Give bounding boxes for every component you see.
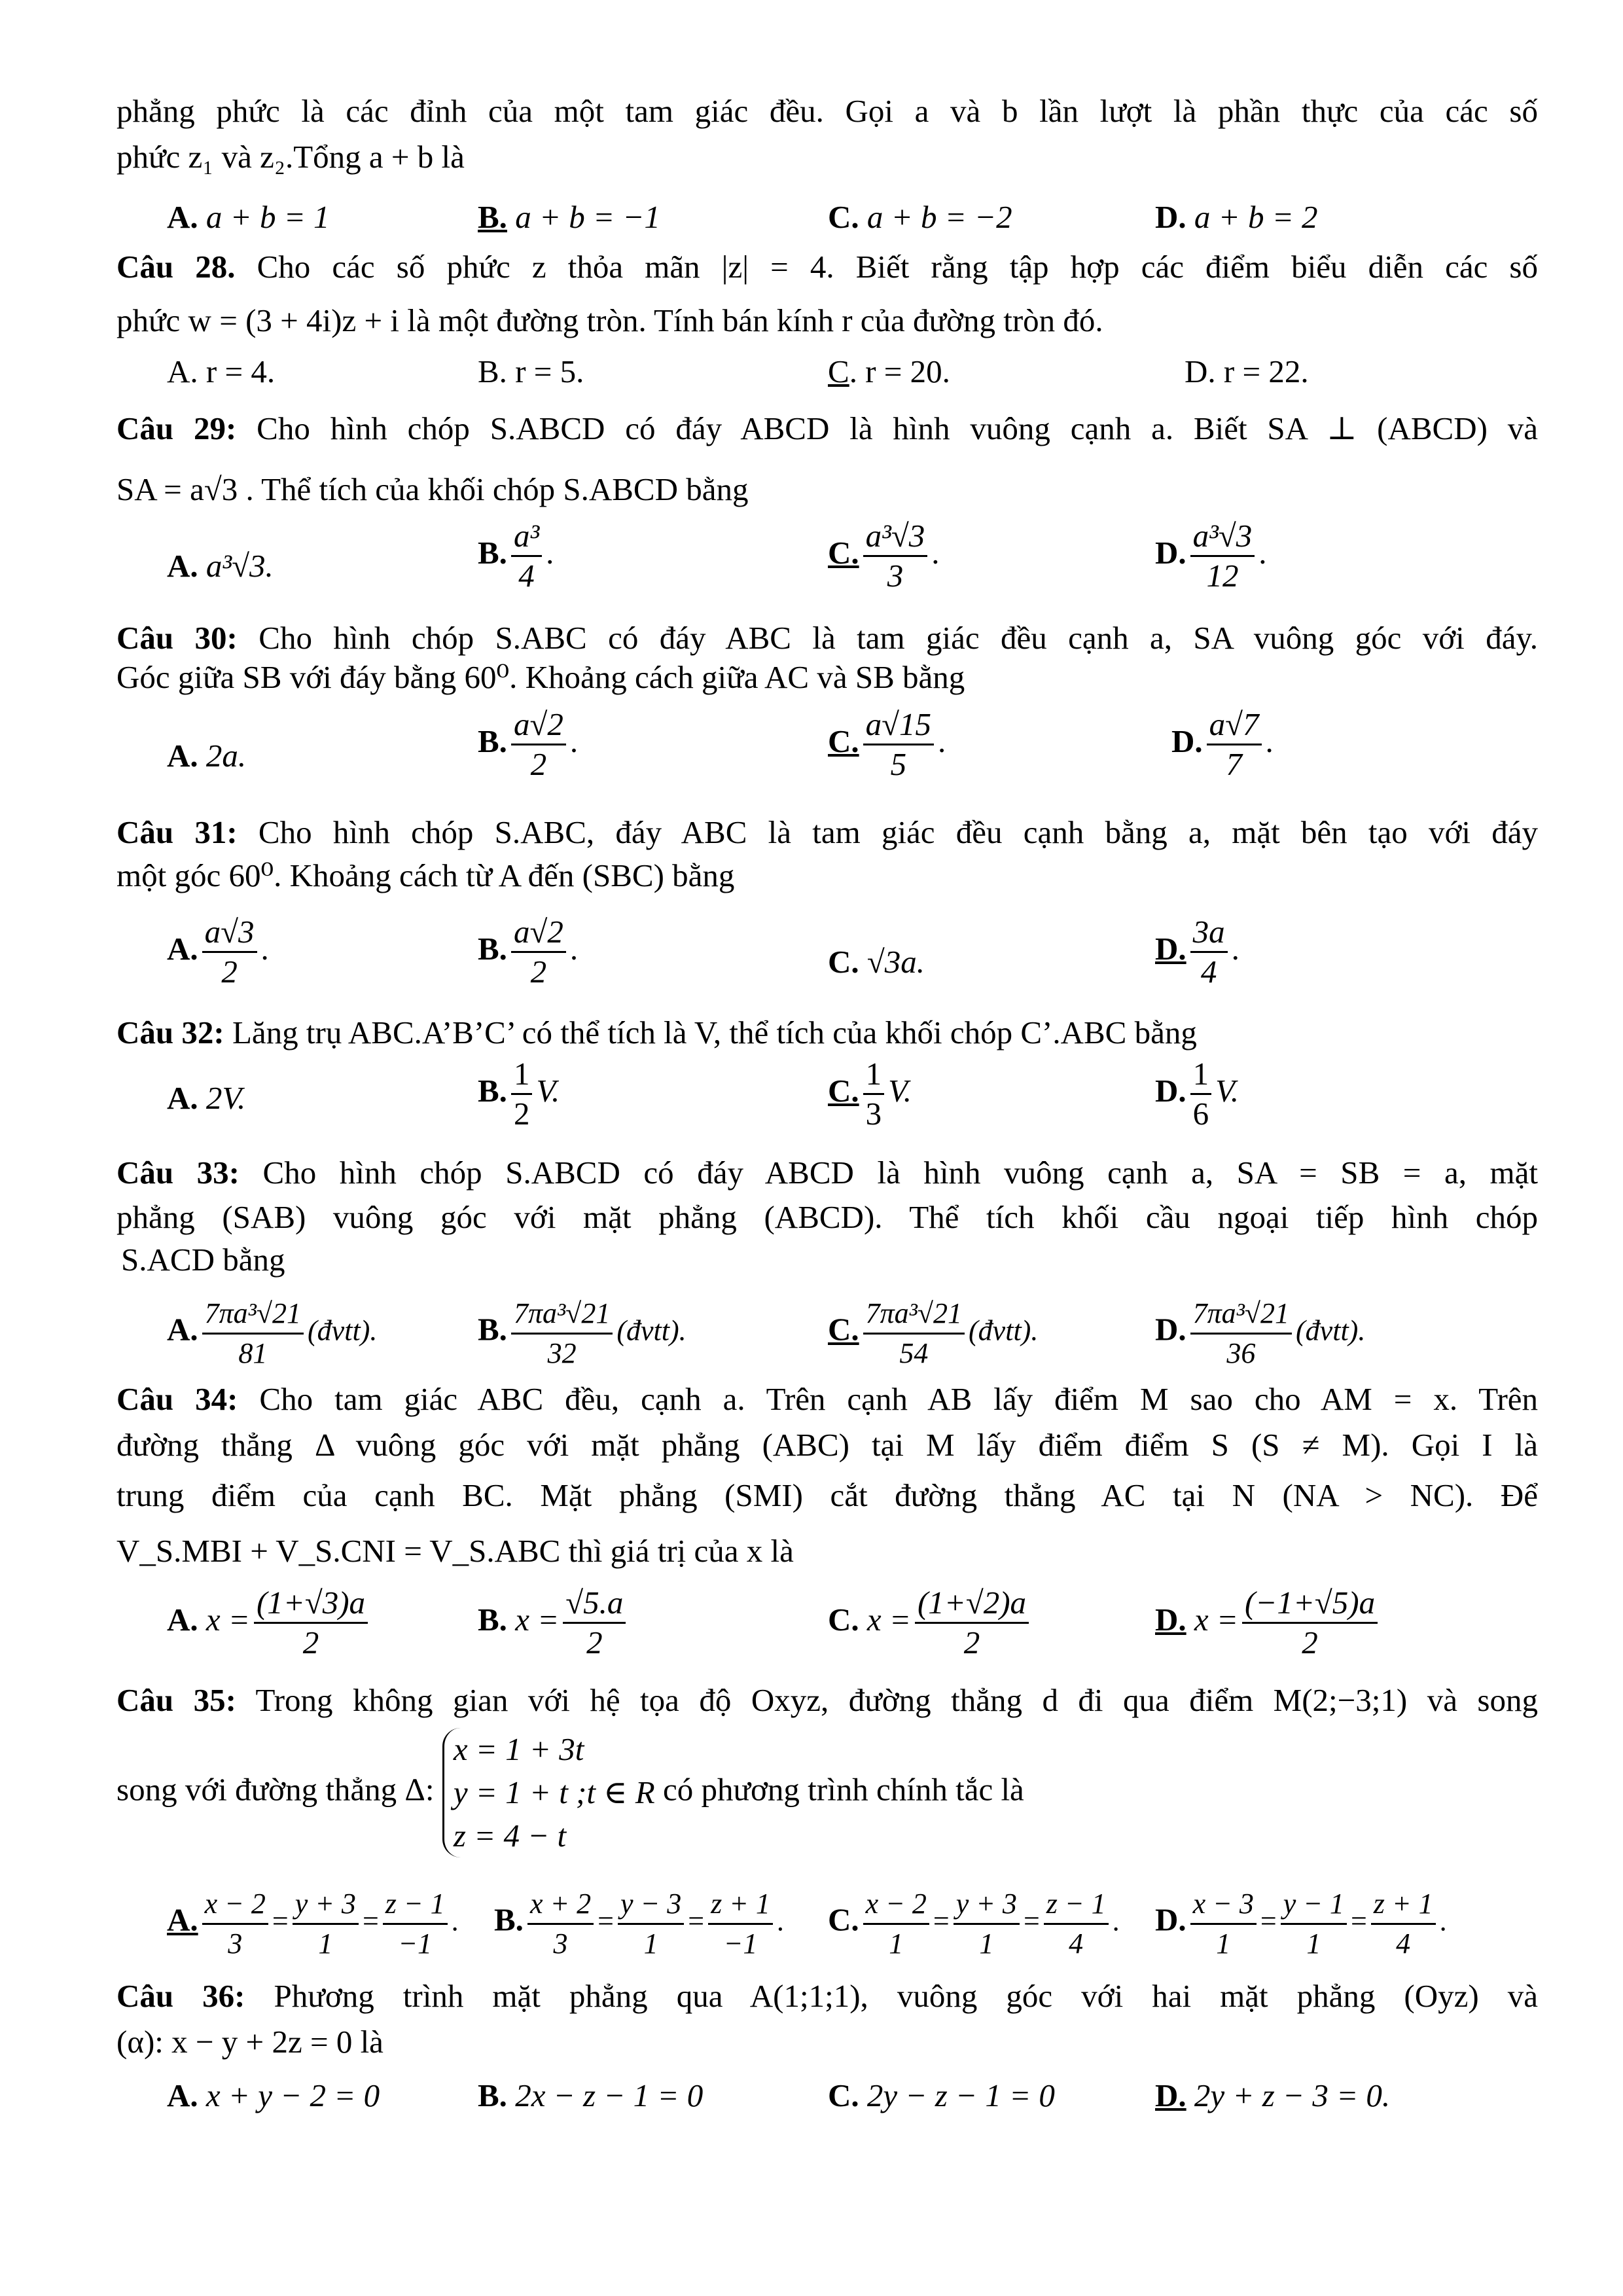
q34-option-b: B. x = $\frac{√5.a}{2}$ — [478, 1584, 630, 1662]
q35-option-c: C. $\frac{x - 2}{1}$ = $\frac{y + 3}{1}$ = $\frac{z - 1}{4}$ . — [828, 1885, 1120, 1963]
q35-option-d: D. $\frac{x - 3}{1}$ = $\frac{y - 1}{1}$ = $\frac{z + 1}{4}$ . — [1155, 1885, 1447, 1963]
q27-option-d: D. a + b = 2 — [1155, 199, 1318, 235]
q27-option-b: B. a + b = −1 — [478, 199, 660, 235]
q31-option-b: B. $\frac{a√2}{2}$ . — [478, 914, 579, 990]
q28-line2: phức w = (3 + 4i)z + i là một đường tròn. Tính bán kính r của đường tròn đó. — [116, 302, 1103, 338]
q28-option-a: A. r = 4. — [167, 353, 276, 389]
q33-line3: S.ACD bằng — [121, 1242, 285, 1278]
q33-option-a: A. $\frac{\text{7πa³√21}}{81}$ (đvtt). — [167, 1295, 377, 1372]
q33-line2: phẳng (SAB) vuông góc với mặt phẳng (ABCD). Thể tích khối cầu ngoại tiếp hình chóp — [116, 1199, 1538, 1235]
q31-option-c: C. √3a. — [828, 944, 925, 980]
q29-option-c: C. $\frac{\text{a³√3}}{3}$ . — [828, 518, 940, 594]
q34-line1: Câu 34: Cho tam giác ABC đều, cạnh a. Trên cạnh AB lấy điểm M sao cho AM = x. Trên — [116, 1381, 1539, 1417]
q32-option-b: B. $\frac{1}{2}$ V. — [478, 1056, 560, 1132]
q36-option-b: B. 2x − z − 1 = 0 — [478, 2077, 704, 2113]
q29-option-d: D. $\frac{\text{a³√3}}{12}$ . — [1155, 518, 1267, 594]
q36-option-c: C. 2y − z − 1 = 0 — [828, 2077, 1055, 2113]
q28-option-b: B. r = 5. — [478, 353, 584, 389]
q34-line2: đường thẳng Δ vuông góc với mặt phẳng (ABC) tại M lấy điểm điểm S (S ≠ M). Gọi I là — [116, 1427, 1538, 1463]
question-number: Câu 34: — [116, 1381, 238, 1417]
q35-option-a: A. $\frac{x - 2}{3}$ = $\frac{y + 3}{1}$ = $\frac{z - 1}{-1}$ . — [167, 1885, 459, 1963]
q28-option-d: D. r = 22. — [1185, 353, 1309, 389]
q32-option-a: A. 2V. — [167, 1080, 246, 1116]
question-number: Câu 33: — [116, 1155, 240, 1191]
q36-line2: (α): x − y + 2z = 0 là — [116, 2024, 383, 2060]
q29-option-b: B. $\frac{\text{a³}}{4}$ . — [478, 518, 554, 594]
question-number: Câu 29: — [116, 410, 237, 446]
q33-line1: Câu 33: Cho hình chóp S.ABCD có đáy ABCD là hình vuông cạnh a, SA = SB = a, mặt — [116, 1155, 1538, 1191]
q34-line4: V_S.MBI + V_S.CNI = V_S.ABC thì giá trị của x là — [116, 1533, 794, 1569]
q36-line1: Câu 36: Phương trình mặt phẳng qua A(1;1;1), vuông góc với hai mặt phẳng (Oyz) và — [116, 1978, 1538, 2014]
question-number: Câu 30: — [116, 620, 238, 656]
equation-system: x = 1 + 3t y = 1 + t ;t ∈ R z = 4 − t — [442, 1728, 655, 1857]
q32-option-c: C. $\frac{1}{3}$ V. — [828, 1056, 912, 1132]
q27-line2: phức z₁ và z₂.Tổng a + b là — [116, 139, 465, 175]
q27-line1: phẳng phức là các đỉnh của một tam giác đều. Gọi a và b lần lượt là phần thực của các số — [116, 93, 1538, 129]
q34-option-c: C. x = $\frac{(1+√2)a}{2}$ — [828, 1584, 1033, 1662]
q28-option-c: C. r = 20. — [828, 353, 950, 389]
q30-line1: Câu 30: Cho hình chóp S.ABC có đáy ABC là tam giác đều cạnh a, SA vuông góc với đáy. — [116, 620, 1539, 656]
q31-option-a: A. $\frac{a√3}{2}$ . — [167, 914, 269, 990]
q29-option-a: A. a³√3. — [167, 548, 274, 584]
q29-line2: SA = a√3 . Thể tích của khối chóp S.ABCD bằng — [116, 471, 749, 507]
q30-option-b: B. $\frac{a√2}{2}$ . — [478, 706, 579, 782]
question-number: Câu 28. — [116, 249, 236, 285]
q33-option-c: C. $\frac{\text{7πa³√21}}{54}$ (đvtt). — [828, 1295, 1038, 1372]
question-number: Câu 32: — [116, 1014, 224, 1050]
question-number: Câu 35: — [116, 1682, 236, 1718]
q36-option-d: D. 2y + z − 3 = 0. — [1155, 2077, 1391, 2113]
q32-option-d: D. $\frac{1}{6}$ V. — [1155, 1056, 1240, 1132]
q28-line1: Câu 28. Cho các số phức z thỏa mãn |z| = 4. Biết rằng tập hợp các điểm biểu diễn các số — [116, 249, 1539, 285]
q36-option-a: A. x + y − 2 = 0 — [167, 2077, 380, 2113]
q33-option-b: B. $\frac{\text{7πa³√21}}{32}$ (đvtt). — [478, 1295, 687, 1372]
q31-line2: một góc 60⁰. Khoảng cách từ A đến (SBC) bằng — [116, 857, 735, 893]
q34-option-a: A. x = $\frac{(1+√3)a}{2}$ — [167, 1584, 372, 1662]
q35-line1: Câu 35: Trong không gian với hệ tọa độ Oxyz, đường thẳng d đi qua điểm M(2;−3;1) và song — [116, 1682, 1538, 1718]
question-number: Câu 36: — [116, 1978, 245, 2014]
q30-option-a: A. 2a. — [167, 738, 247, 774]
q30-line2: Góc giữa SB với đáy bằng 60⁰. Khoảng cách giữa AC và SB bằng — [116, 659, 965, 695]
q35-system-line: song với đường thẳng Δ: x = 1 + 3t y = 1 + t ;t ∈ R z = 4 − t có phương trình chính tắc là — [116, 1728, 1538, 1857]
q31-line1: Câu 31: Cho hình chóp S.ABC, đáy ABC là tam giác đều cạnh bằng a, mặt bên tạo với đáy — [116, 814, 1538, 850]
q27-option-c: C. a + b = −2 — [828, 199, 1012, 235]
q32-line1: Câu 32: Lăng trụ ABC.A’B’C’ có thể tích là V, thể tích của khối chóp C’.ABC bằng — [116, 1014, 1197, 1050]
q35-option-b: B. $\frac{x + 2}{3}$ = $\frac{y - 3}{1}$ = $\frac{z + 1}{-1}$ . — [494, 1885, 784, 1963]
q34-option-d: D. x = $\frac{(-1+√5)a}{2}$ — [1155, 1584, 1382, 1662]
q34-line3: trung điểm của cạnh BC. Mặt phẳng (SMI) cắt đường thẳng AC tại N (NA > NC). Để — [116, 1477, 1538, 1513]
q27-option-a: A. a + b = 1 — [167, 199, 330, 235]
q29-line1: Câu 29: Cho hình chóp S.ABCD có đáy ABCD là hình vuông cạnh a. Biết SA ⊥ (ABCD) và — [116, 410, 1538, 446]
q30-option-c: C. $\frac{a√15}{5}$ . — [828, 706, 946, 782]
q31-option-d: D. $\frac{3a}{4}$ . — [1155, 914, 1240, 990]
question-number: Câu 31: — [116, 814, 238, 850]
q30-option-d: D. $\frac{a√7}{7}$ . — [1171, 706, 1274, 782]
q33-option-d: D. $\frac{\text{7πa³√21}}{36}$ (đvtt). — [1155, 1295, 1365, 1372]
